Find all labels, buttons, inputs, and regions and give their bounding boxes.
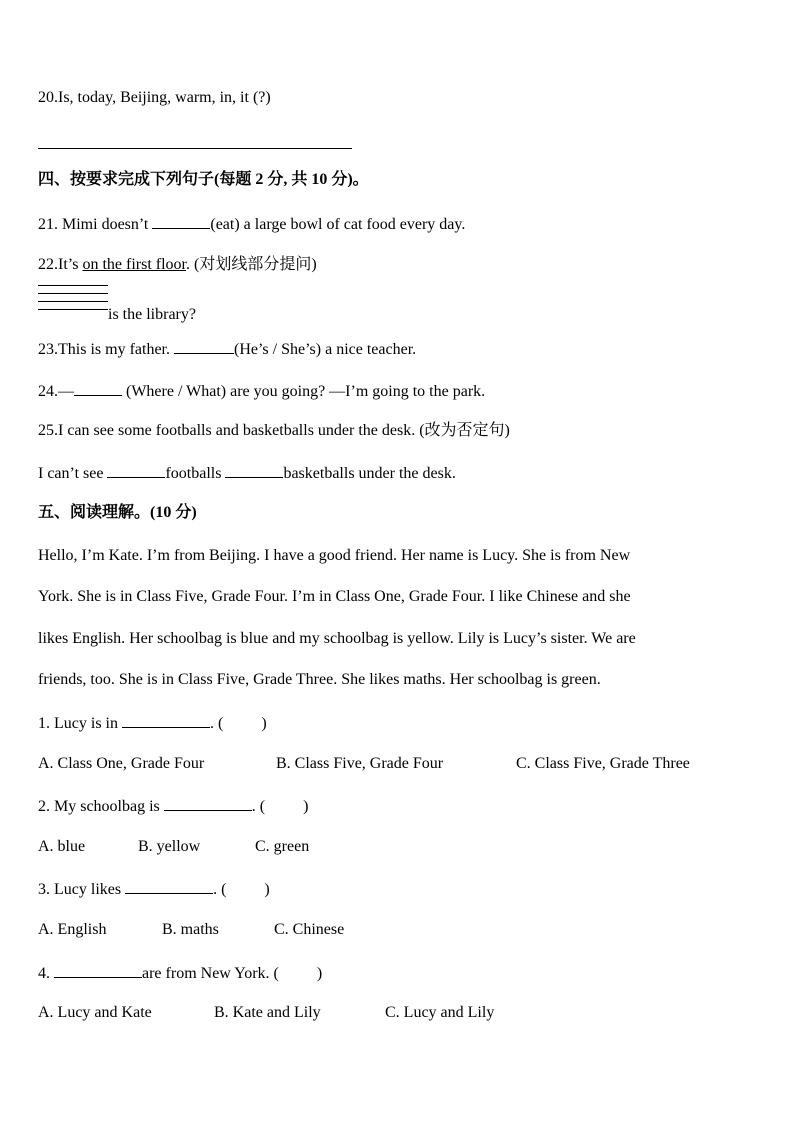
- option-c[interactable]: C. Lucy and Lily: [385, 1004, 495, 1021]
- question-number: 21: [38, 216, 54, 233]
- question-number: 25.: [38, 422, 58, 439]
- answer-post: basketballs under the desk.: [283, 465, 456, 482]
- stem-post: . (: [251, 798, 266, 815]
- stem-pre: 1. Lucy is in: [38, 715, 122, 732]
- reading-question-4: [38, 962, 322, 984]
- question-text-post: (eat) a large bowl of cat food every day.: [210, 216, 466, 233]
- question-text-post: (He’s / She’s) a nice teacher.: [233, 341, 417, 358]
- question-21: [38, 213, 465, 235]
- question-20: [38, 88, 271, 108]
- question-number: 23.: [38, 341, 58, 358]
- question-text-post: (Where / What) are you going? —I’m going to the park.: [122, 383, 486, 400]
- answer-blank[interactable]: [107, 462, 165, 478]
- question-23: [38, 338, 416, 360]
- option-b[interactable]: B. yellow: [138, 838, 201, 855]
- option-c[interactable]: C. Chinese: [274, 921, 345, 938]
- dash: —: [58, 383, 74, 400]
- option-b[interactable]: B. Kate and Lily: [214, 1004, 321, 1021]
- question-text: Is, today, Beijing, warm, in, it (?): [58, 89, 271, 106]
- stem-pre: 4.: [38, 965, 54, 982]
- stem-pre: 3. Lucy likes: [38, 881, 126, 898]
- stem-post: are from New York. (: [142, 965, 279, 982]
- question-text: I can see some footballs and basketballs under the desk. (改为否定句): [58, 422, 510, 439]
- stem-post: . (: [213, 881, 227, 898]
- question-number: 20.: [38, 89, 58, 106]
- paren-close: ): [303, 798, 309, 815]
- section-4-heading: 四、按要求完成下列句子(每题 2 分, 共 10 分)。: [38, 171, 369, 188]
- stem-post: . (: [210, 715, 224, 732]
- paren-close: ): [316, 965, 323, 982]
- option-b[interactable]: B. maths: [162, 921, 219, 938]
- option-a[interactable]: A. blue: [38, 838, 86, 855]
- answer-pre: I can’t see: [38, 465, 108, 482]
- stem-pre: 2. My schoolbag is: [38, 798, 164, 815]
- question-number: 24.: [38, 383, 58, 400]
- reading-question-1: [38, 712, 267, 734]
- answer-line[interactable]: [38, 148, 352, 149]
- passage-line: York. She is in Class Five, Grade Four. I’m in Class One, Grade Four. I like Chinese and she: [38, 588, 631, 605]
- question-25: [38, 421, 510, 441]
- question-22-answer: is the library?: [108, 306, 196, 323]
- answer-blank[interactable]: [54, 962, 142, 978]
- option-a[interactable]: A. Class One, Grade Four: [38, 755, 205, 772]
- option-a[interactable]: A. Lucy and Kate: [38, 1004, 152, 1021]
- question-text-pre: It’s: [58, 256, 83, 273]
- passage-line: likes English. Her schoolbag is blue and my schoolbag is yellow. Lily is Lucy’s sister. We are: [38, 630, 636, 647]
- option-c[interactable]: C. green: [255, 838, 310, 855]
- question-22: [38, 255, 317, 275]
- answer-blank[interactable]: [225, 462, 283, 478]
- reading-question-3: [38, 878, 270, 900]
- paren-close: ): [264, 881, 270, 898]
- question-text-pre: . Mimi doesn’t: [54, 216, 153, 233]
- section-5-heading: 五、阅读理解。(10 分): [38, 504, 197, 521]
- answer-blank[interactable]: [122, 712, 210, 728]
- answer-blank[interactable]: [74, 380, 122, 396]
- answer-mid: footballs: [165, 465, 226, 482]
- option-b[interactable]: B. Class Five, Grade Four: [276, 755, 444, 772]
- answer-blank-stack[interactable]: [38, 285, 108, 317]
- question-text-pre: This is my father.: [58, 341, 174, 358]
- option-a[interactable]: A. English: [38, 921, 107, 938]
- paren-close: ): [261, 715, 267, 732]
- option-c[interactable]: C. Class Five, Grade Three: [516, 755, 690, 772]
- question-24: [38, 380, 485, 402]
- question-number: 22.: [38, 256, 58, 273]
- question-25-answer: [38, 462, 456, 484]
- question-text-post: . (对划线部分提问): [186, 256, 317, 273]
- answer-blank[interactable]: [152, 213, 210, 229]
- passage-line: friends, too. She is in Class Five, Grade Three. She likes maths. Her schoolbag is green.: [38, 671, 601, 688]
- answer-blank[interactable]: [125, 878, 213, 894]
- reading-question-2: [38, 795, 308, 817]
- underlined-phrase: on the first floor: [82, 256, 186, 273]
- answer-blank[interactable]: [164, 795, 252, 811]
- answer-blank[interactable]: [174, 338, 234, 354]
- passage-line: Hello, I’m Kate. I’m from Beijing. I have a good friend. Her name is Lucy. She is from New: [38, 547, 631, 564]
